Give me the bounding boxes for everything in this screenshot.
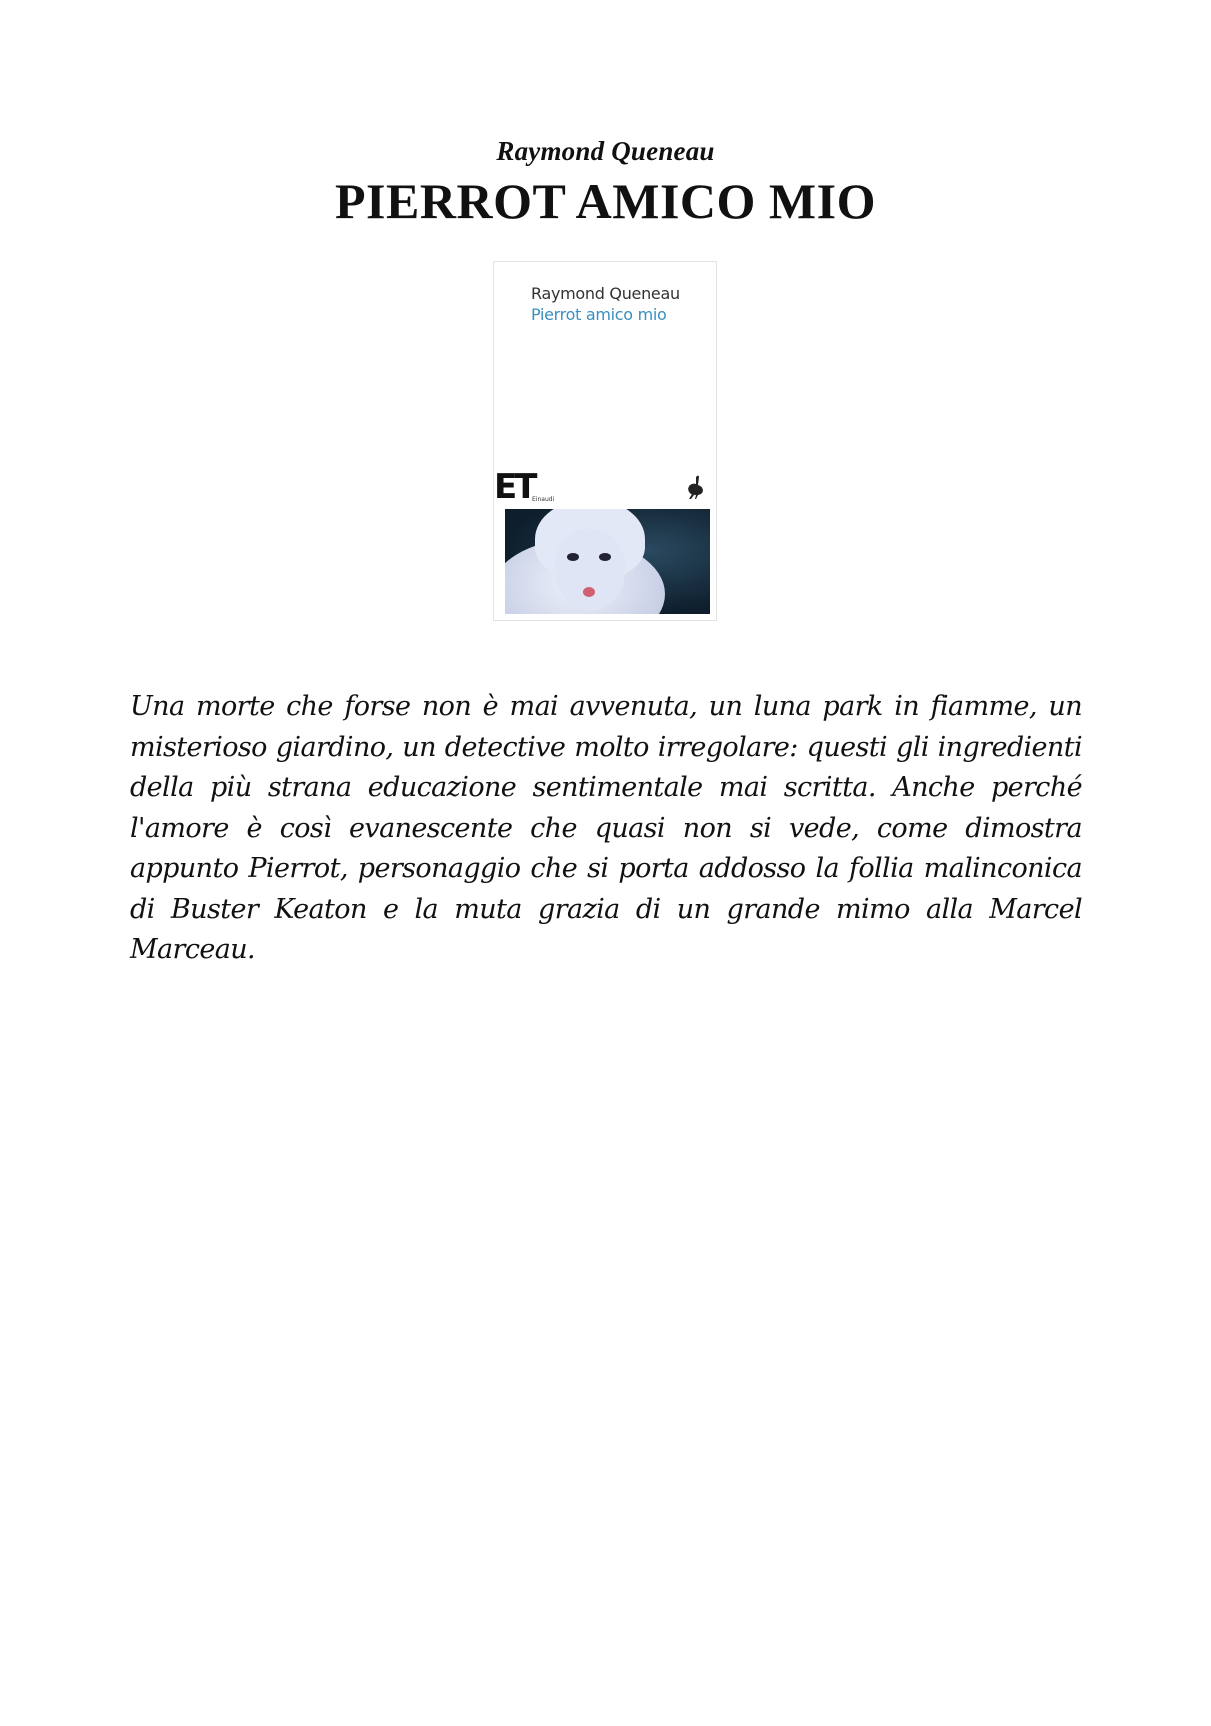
mouth: [583, 587, 595, 597]
cover-author: Raymond Queneau: [531, 284, 680, 303]
book-blurb: Una morte che forse non è mai avvenuta, un luna park in fiamme, un misterioso giardino, un detective molto irregolare: questi gli ingredienti della più strana educazione sentimentale mai scritta. Anche perché l'amore è così evanescente che quasi non si vede, come dimostra appunto Pierrot, personaggio che si porta addosso la follia malinconica di Buster Keaton e la muta grazia di un grande mimo alla Marcel Marceau.: [130, 691, 1082, 965]
cover-title: Pierrot amico mio: [531, 305, 667, 324]
author-heading: Raymond Queneau: [496, 136, 715, 166]
book-title: PIERROT AMICO MIO: [335, 173, 876, 229]
right-eye: [599, 553, 611, 561]
pierrot-face: [555, 529, 625, 611]
left-eye: [567, 553, 579, 561]
publisher-name: Einaudi: [532, 496, 555, 503]
book-cover-image: [493, 261, 717, 621]
series-logo: ET: [494, 467, 535, 507]
ostrich-icon: [684, 474, 706, 500]
cover-photo-pierrot: [505, 509, 710, 614]
